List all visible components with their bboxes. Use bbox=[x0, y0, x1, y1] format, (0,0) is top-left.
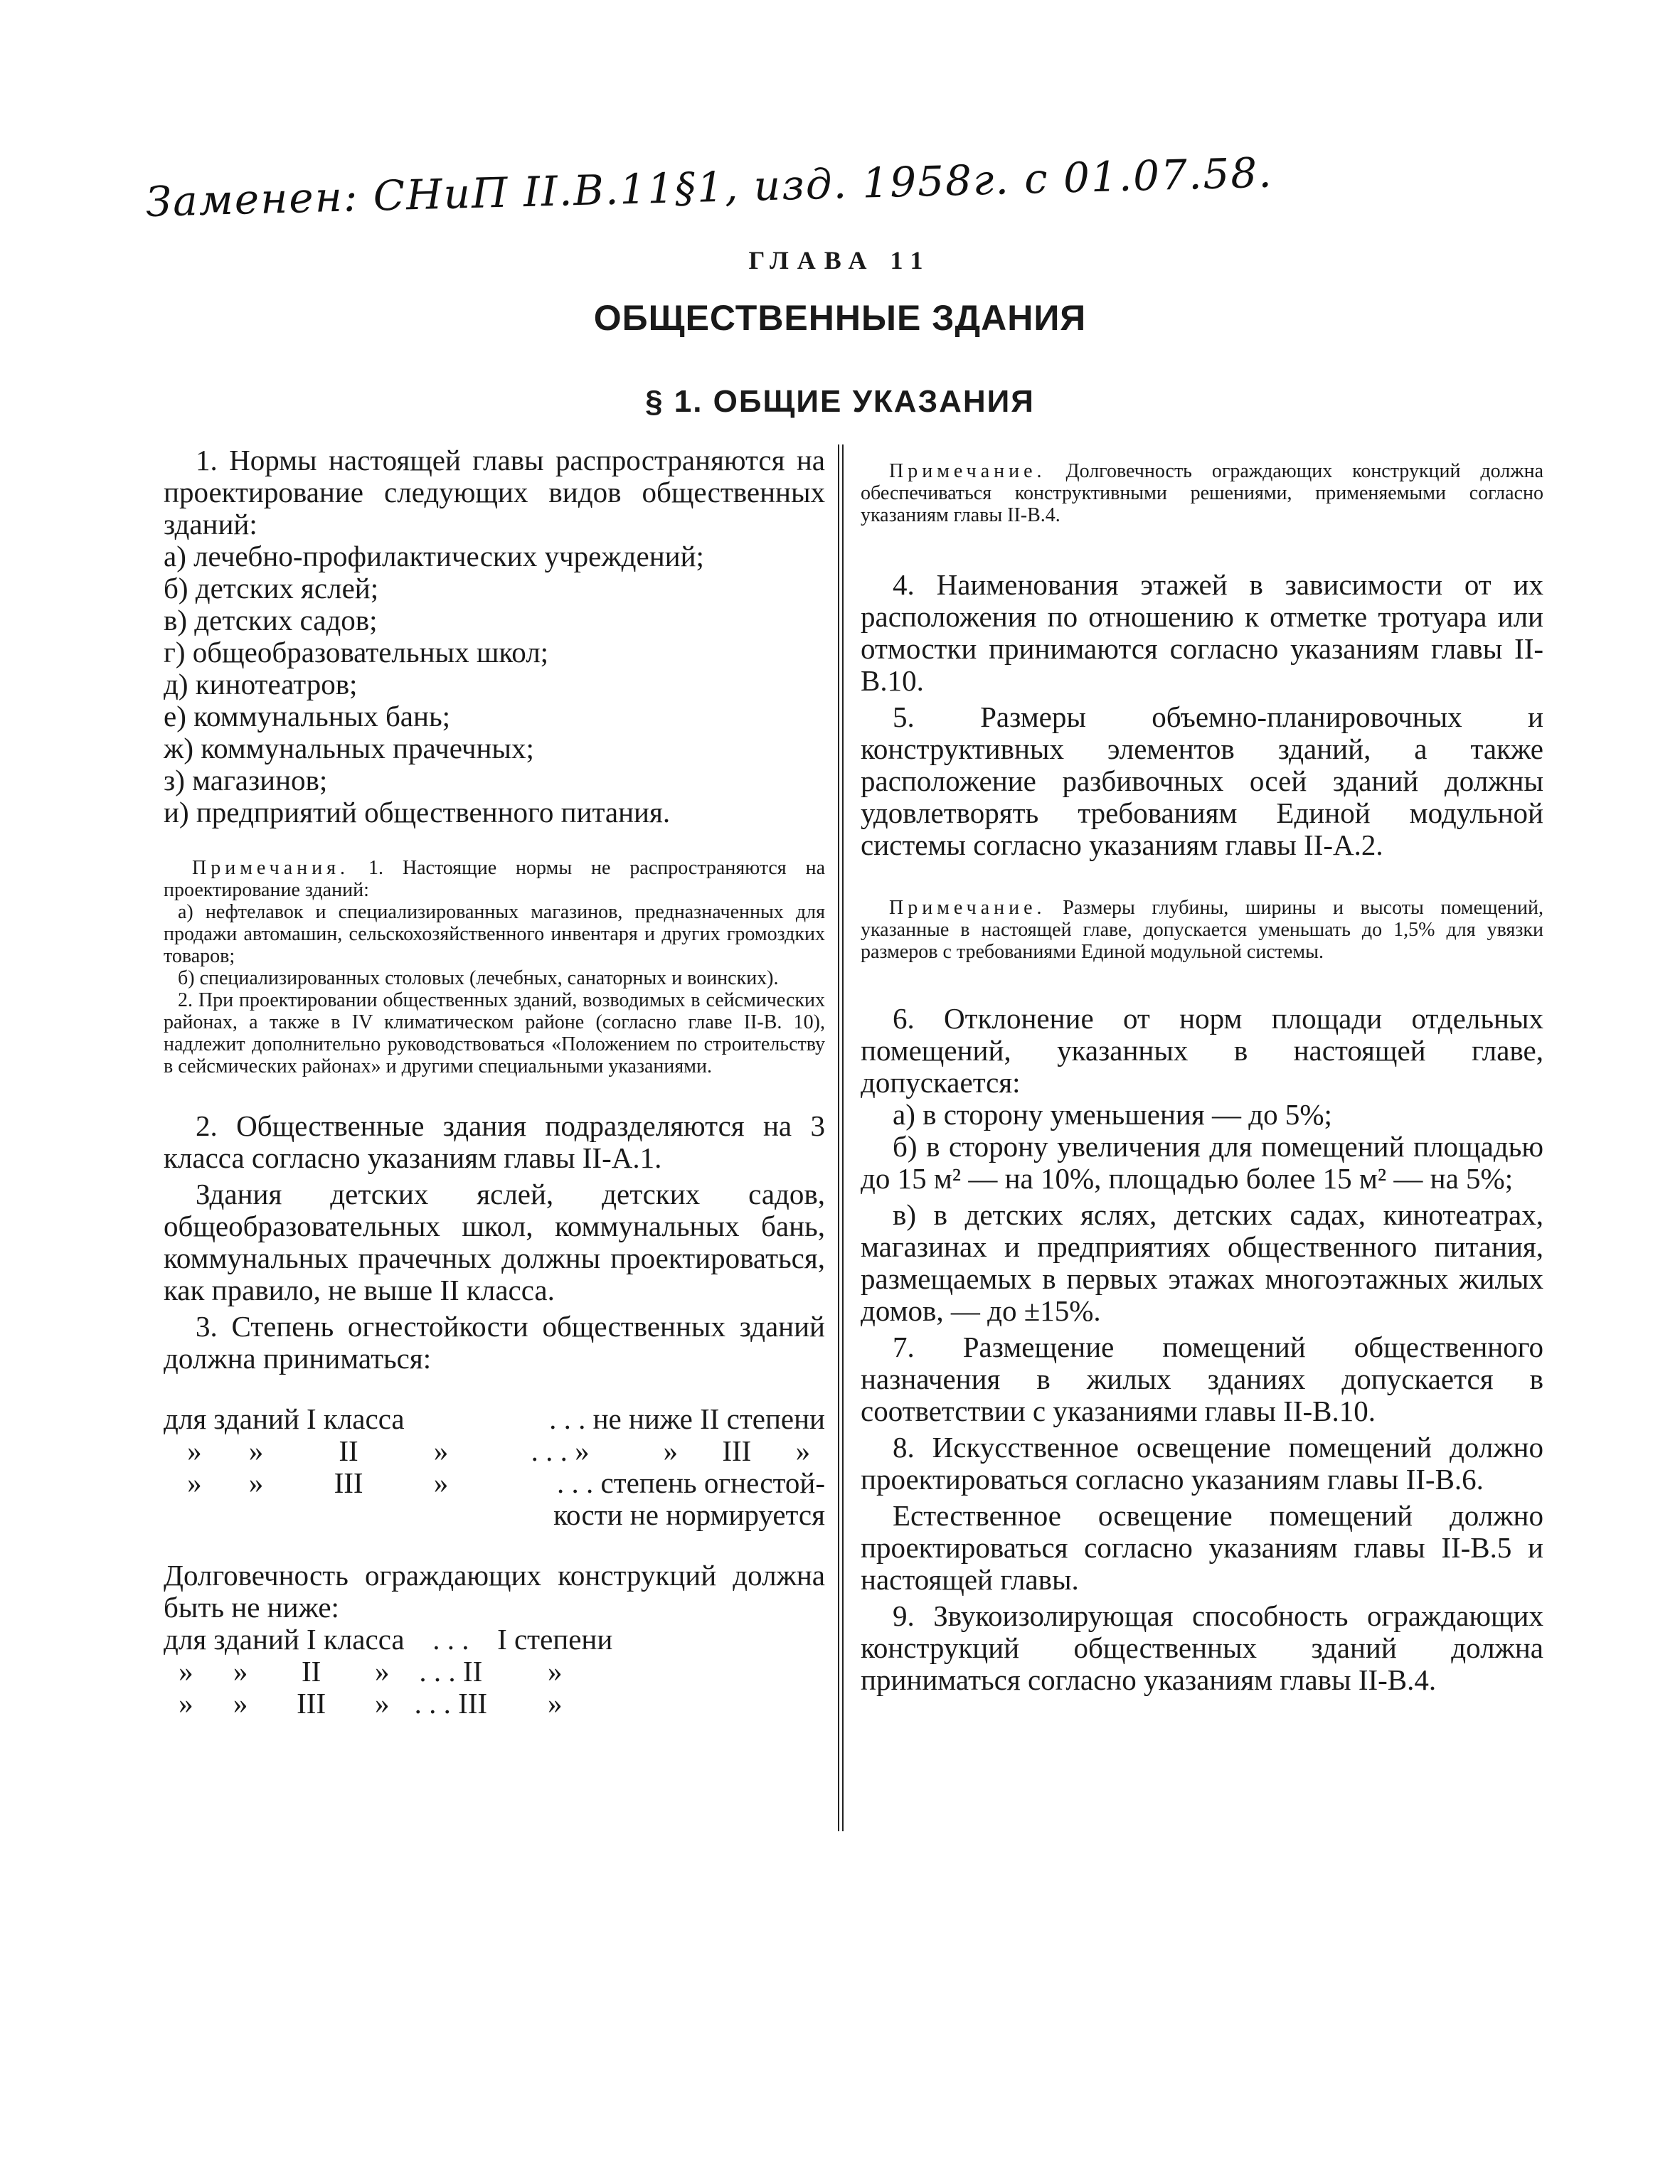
table-cell: » bbox=[374, 1655, 390, 1688]
section-heading: § 1. ОБЩИЕ УКАЗАНИЯ bbox=[645, 384, 1035, 419]
note-dimensions bbox=[861, 897, 1543, 963]
table-row bbox=[164, 1435, 825, 1467]
clause-3: 3. Степень огнестойкости общественных зданий должна приниматься: bbox=[164, 1310, 825, 1375]
table-cell: III bbox=[722, 1434, 752, 1467]
table-cell: III bbox=[297, 1687, 326, 1720]
note-label: Примечание. bbox=[889, 897, 1046, 919]
fire-resistance-table bbox=[164, 1403, 825, 1531]
note-2: 2. При проектировании общественных зданий, возводимых в сейсмических районах, а также в IV климатическом районе (согласно главе II-В. 10), надлежит дополнительно руководствоваться «Положением по строительству в сейсмических районах» и другими специальными указаниями. bbox=[164, 989, 825, 1077]
table-cell: для зданий I класса bbox=[164, 1402, 405, 1435]
table-cell: для зданий I класса bbox=[164, 1623, 405, 1656]
clause-6c: в) в детских яслях, детских садах, кинотеатрах, магазинах и предприятиях общественного питания, размещаемых в первых этажах многоэтажных жилых домов, — до ±15%. bbox=[861, 1198, 1543, 1327]
table-cell: » bbox=[547, 1687, 563, 1720]
left-column bbox=[164, 444, 825, 1720]
right-column bbox=[861, 444, 1543, 1696]
handwritten-annotation: Заменен: СНиП II.В.11§1, изд. 1958г. с 01.07.58. bbox=[145, 148, 1274, 226]
clause-9: 9. Звукоизолирующая способность ограждающих конструкций общественных зданий должна приниматься согласно указаниям главы II-В.4. bbox=[861, 1599, 1543, 1696]
table-cell: » bbox=[795, 1434, 811, 1467]
notes-label: Примечания. bbox=[192, 857, 350, 879]
clause-6b: б) в сторону увеличения для помещений площадью до 15 м² — на 10%, площадью более 15 м² — на 5%; bbox=[861, 1130, 1543, 1195]
table-cell: » bbox=[547, 1655, 563, 1688]
table-cell: » bbox=[233, 1687, 248, 1720]
list-item: е) коммунальных бань; bbox=[164, 700, 451, 733]
table-cell: . . . не ниже II степени bbox=[549, 1402, 825, 1435]
table-cell: II bbox=[339, 1434, 358, 1467]
table-cell: . . . » bbox=[531, 1434, 590, 1467]
table-cell: » bbox=[248, 1434, 264, 1467]
table-row bbox=[164, 1467, 825, 1499]
note-durability bbox=[861, 460, 1543, 526]
table-cell: . . . II bbox=[419, 1655, 483, 1688]
list-item: б) детских яслей; bbox=[164, 572, 379, 604]
clause-1: 1. Нормы настоящей главы распространяются на проектирование следующих видов общественных зданий: bbox=[164, 444, 825, 540]
table-row bbox=[164, 1499, 825, 1531]
notes-block bbox=[164, 857, 825, 901]
chapter-heading: ГЛАВА 11 bbox=[748, 246, 932, 275]
table-cell: кости не нормируется bbox=[553, 1498, 825, 1531]
table-cell: » bbox=[179, 1687, 193, 1720]
clause-6a: а) в сторону уменьшения — до 5%; bbox=[893, 1098, 1332, 1131]
table-cell: III bbox=[334, 1466, 363, 1499]
table-row bbox=[164, 1688, 622, 1720]
table-cell: . . . bbox=[432, 1623, 469, 1656]
table-cell: » bbox=[233, 1655, 248, 1688]
table-row bbox=[164, 1656, 622, 1688]
note-text: Размеры глубины, ширины и высоты помещений, указанные в настоящей главе, допускается уменьшать до 1,5% для увязки размеров с требованиями Единой модульной системы. bbox=[861, 897, 1543, 963]
clause-5: 5. Размеры объемно-планировочных и конструктивных элементов зданий, а также расположение разбивочных осей зданий должны удовлетворять требованиям Единой модульной системы согласно указаниям главы II-А.2. bbox=[861, 701, 1543, 861]
clause-8-continued: Естественное освещение помещений должно проектироваться согласно указаниям главы II-В.5 и настоящей главы. bbox=[861, 1499, 1543, 1596]
clause-2: 2. Общественные здания подразделяются на 3 класса согласно указаниям главы II-А.1. bbox=[164, 1109, 825, 1174]
table-cell: II bbox=[301, 1655, 321, 1688]
clause-6: 6. Отклонение от норм площади отдельных помещений, указанных в настоящей главе, допускается: bbox=[861, 1002, 1543, 1099]
list-item: д) кинотеатров; bbox=[164, 668, 358, 701]
table-cell: » bbox=[433, 1466, 449, 1499]
page-title: ОБЩЕСТВЕННЫЕ ЗДАНИЯ bbox=[593, 298, 1087, 338]
clause-2-continued: Здания детских яслей, детских садов, общеобразовательных школ, коммунальных бань, коммунальных прачечных должны проектироваться, как правило, не выше II класса. bbox=[164, 1178, 825, 1306]
note-1: 1. Настоящие нормы не распространяются на проектирование зданий: bbox=[164, 857, 825, 901]
table-cell: I степени bbox=[497, 1623, 613, 1656]
table-cell: . . . III bbox=[414, 1687, 488, 1720]
clause-8: 8. Искусственное освещение помещений должно проектироваться согласно указаниям главы II-В.6. bbox=[861, 1431, 1543, 1496]
table-cell: » bbox=[248, 1466, 264, 1499]
table-cell: » bbox=[433, 1434, 449, 1467]
table-cell: » bbox=[663, 1434, 678, 1467]
table-row bbox=[164, 1624, 622, 1656]
list-item: а) лечебно-профилактических учреждений; bbox=[164, 540, 704, 572]
table-cell: » bbox=[187, 1434, 202, 1467]
column-divider bbox=[838, 444, 839, 1831]
durability-intro: Долговечность ограждающих конструкций должна быть не ниже: bbox=[164, 1559, 825, 1624]
table-cell: » bbox=[187, 1466, 202, 1499]
note-text: Долговечность ограждающих конструкций должна обеспечиваться конструктивными решениями, применяемыми согласно указаниям главы II-В.4. bbox=[861, 460, 1543, 526]
building-types-list bbox=[164, 540, 825, 829]
note-label: Примечание. bbox=[889, 460, 1046, 482]
table-cell: » bbox=[179, 1655, 193, 1688]
list-item: г) общеобразовательных школ; bbox=[164, 636, 549, 668]
list-item: з) магазинов; bbox=[164, 764, 328, 797]
clause-7: 7. Размещение помещений общественного назначения в жилых зданиях допускается в соответствии с указаниями главы II-В.10. bbox=[861, 1331, 1543, 1427]
list-item: и) предприятий общественного питания. bbox=[164, 796, 671, 829]
column-divider bbox=[842, 444, 844, 1831]
durability-table bbox=[164, 1624, 622, 1720]
list-item: ж) коммунальных прачечных; bbox=[164, 732, 534, 765]
clause-4: 4. Наименования этажей в зависимости от их расположения по отношению к отметке тротуара или отмостки принимаются согласно указаниям главы II-В.10. bbox=[861, 568, 1543, 697]
table-row bbox=[164, 1403, 825, 1435]
note-1a: а) нефтелавок и специализированных магазинов, предназначенных для продажи автомашин, сельскохозяйственного инвентаря и других громоздких товаров; bbox=[164, 901, 825, 967]
table-cell: » bbox=[374, 1687, 390, 1720]
note-1b: б) специализированных столовых (лечебных, санаторных и воинских). bbox=[178, 967, 779, 989]
table-cell: . . . степень огнестой- bbox=[557, 1466, 825, 1499]
list-item: в) детских садов; bbox=[164, 604, 378, 636]
